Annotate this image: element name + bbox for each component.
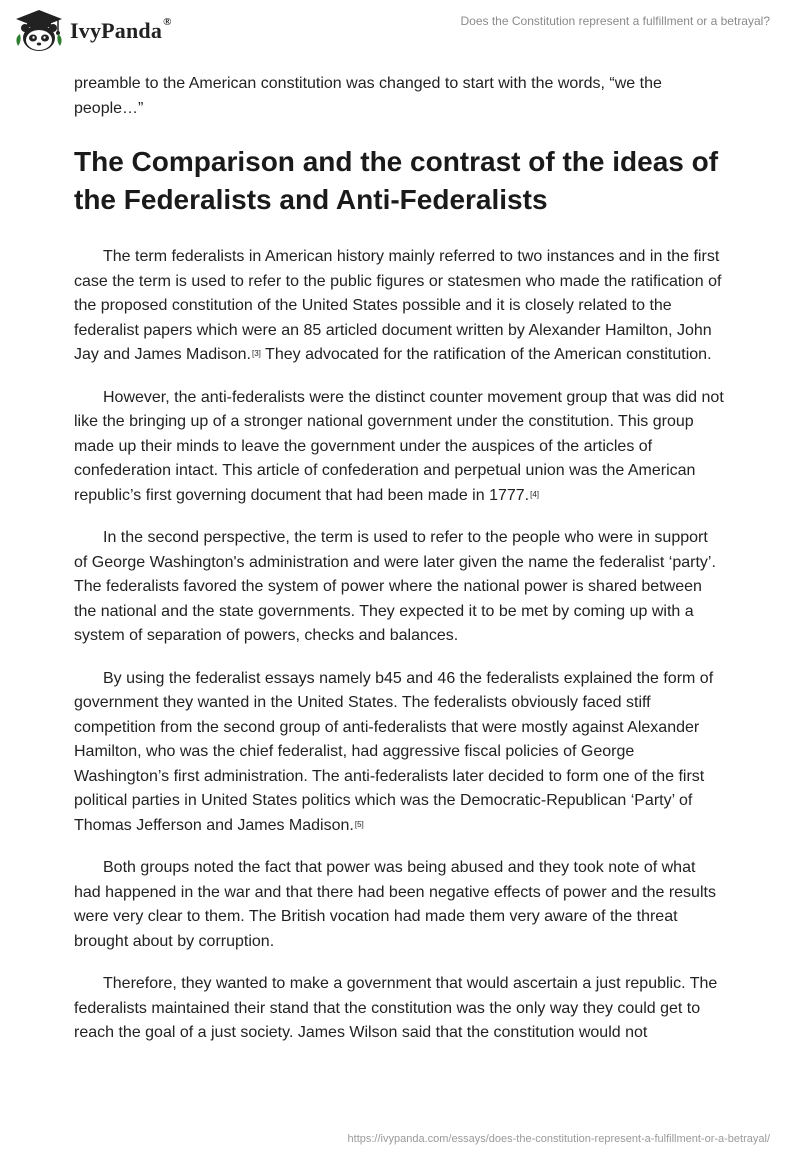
body-paragraph: Both groups noted the fact that power was being abused and they took note of what had happened in the war and that there had been negative effects of power and the results were very clear to them. The British vocation had made them very aware of the threat brought about by corruption.: [74, 859, 716, 950]
brand-name: IvyPanda®: [70, 16, 172, 43]
section-heading: The Comparison and the contrast of the ideas of the Federalists and Anti-Federalists: [74, 146, 719, 215]
citation-ref[interactable]: [3]: [251, 349, 261, 358]
body-paragraph: However, the anti-federalists were the distinct counter movement group that was did not like the bringing up of a stronger national government under the constitution. This group made up their minds to leave the government under the auspices of the articles of confederation intact. This article of confederation and perpetual union was the American republic’s first governing document that had been made in 1777.[4]: [74, 388, 724, 504]
body-paragraph: Therefore, they wanted to make a government that would ascertain a just republic. The federalists maintained their stand that the constitution was the only way they could get to reach the goal of a just society. James Wilson said that the constitution would not: [74, 975, 718, 1041]
citation-ref[interactable]: [5]: [354, 819, 364, 829]
trademark-symbol: ®: [163, 16, 172, 28]
body-paragraph: In the second perspective, the term is used to refer to the people who were in support of George Washington's administration and were later given the name the federalist ‘party’. The federalists favored the system of power where the national power is shared between the national and the state governments. They expected it to be met by coming up with a system of separation of powers, checks and balances.: [74, 529, 716, 644]
panda-graduate-icon: [14, 8, 64, 54]
document-title: Does the Constitution represent a fulfillment or a betrayal?: [460, 14, 770, 28]
citation-ref[interactable]: [4]: [530, 489, 540, 499]
body-paragraph: The term federalists in American history mainly referred to two instances and in the first case the term is used to refer to the public figures or statesmen who made the ratification of the proposed constitution of the United States possible and it is closely related to the federalist papers which were an 85 articled document written by Alexander Hamilton, John Jay and James Madison.[3] They advocated for the ratification of the American constitution.: [74, 248, 722, 363]
essay-content: [74, 72, 724, 1064]
page-header: [0, 0, 800, 70]
brand-logo[interactable]: [14, 8, 172, 54]
intro-paragraph: preamble to the American constitution was changed to start with the words, “we the people…”: [74, 75, 662, 117]
source-url[interactable]: https://ivypanda.com/essays/does-the-constitution-represent-a-fulfillment-or-a-betrayal/: [347, 1133, 770, 1145]
body-paragraph: By using the federalist essays namely b45 and 46 the federalists explained the form of government they wanted in the United States. The federalists obviously faced stiff competition from the second group of anti-federalists that were mostly against Alexander Hamilton, who was the chief federalist, had aggressive fiscal policies of George Washington’s first administration. The anti-federalists later decided to form one of the first political parties in United States politics which was the Democratic-Republican ‘Party’ of Thomas Jefferson and James Madison.[5]: [74, 669, 714, 834]
